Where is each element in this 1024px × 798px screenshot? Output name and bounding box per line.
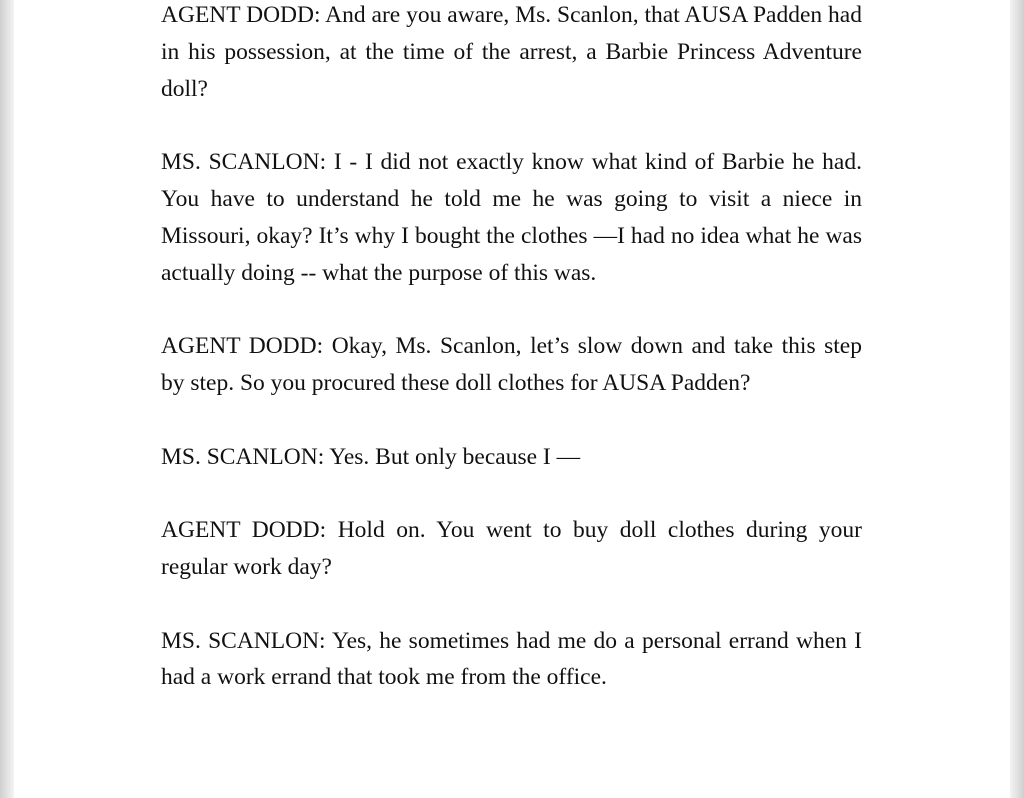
transcript-body bbox=[161, 0, 862, 733]
transcript-paragraph-2: MS. SCANLON: I - I did not exactly know what kind of Barbie he had. You have to understand he told me he was going to visit a niece in Missouri, okay? It’s why I bought the clothes —I had no idea what he was actually doing -- what the purpose of this was. bbox=[161, 149, 862, 286]
transcript-paragraph-1: AGENT DODD: And are you aware, Ms. Scanlon, that AUSA Padden had in his possession, at the time of the arrest, a Barbie Princess Adventure doll? bbox=[161, 2, 862, 102]
right-page-shadow bbox=[1010, 0, 1024, 798]
document-page bbox=[14, 0, 1010, 798]
left-page-shadow bbox=[0, 0, 14, 798]
transcript-paragraph-3: AGENT DODD: Okay, Ms. Scanlon, let’s slow down and take this step by step. So you procured these doll clothes for AUSA Padden? bbox=[161, 333, 862, 396]
transcript-paragraph-5: AGENT DODD: Hold on. You went to buy doll clothes during your regular work day? bbox=[161, 517, 862, 580]
transcript-paragraph-4: MS. SCANLON: Yes. But only because I — bbox=[161, 443, 581, 470]
transcript-paragraph-6: MS. SCANLON: Yes, he sometimes had me do a personal errand when I had a work errand that took me from the office. bbox=[161, 627, 862, 691]
